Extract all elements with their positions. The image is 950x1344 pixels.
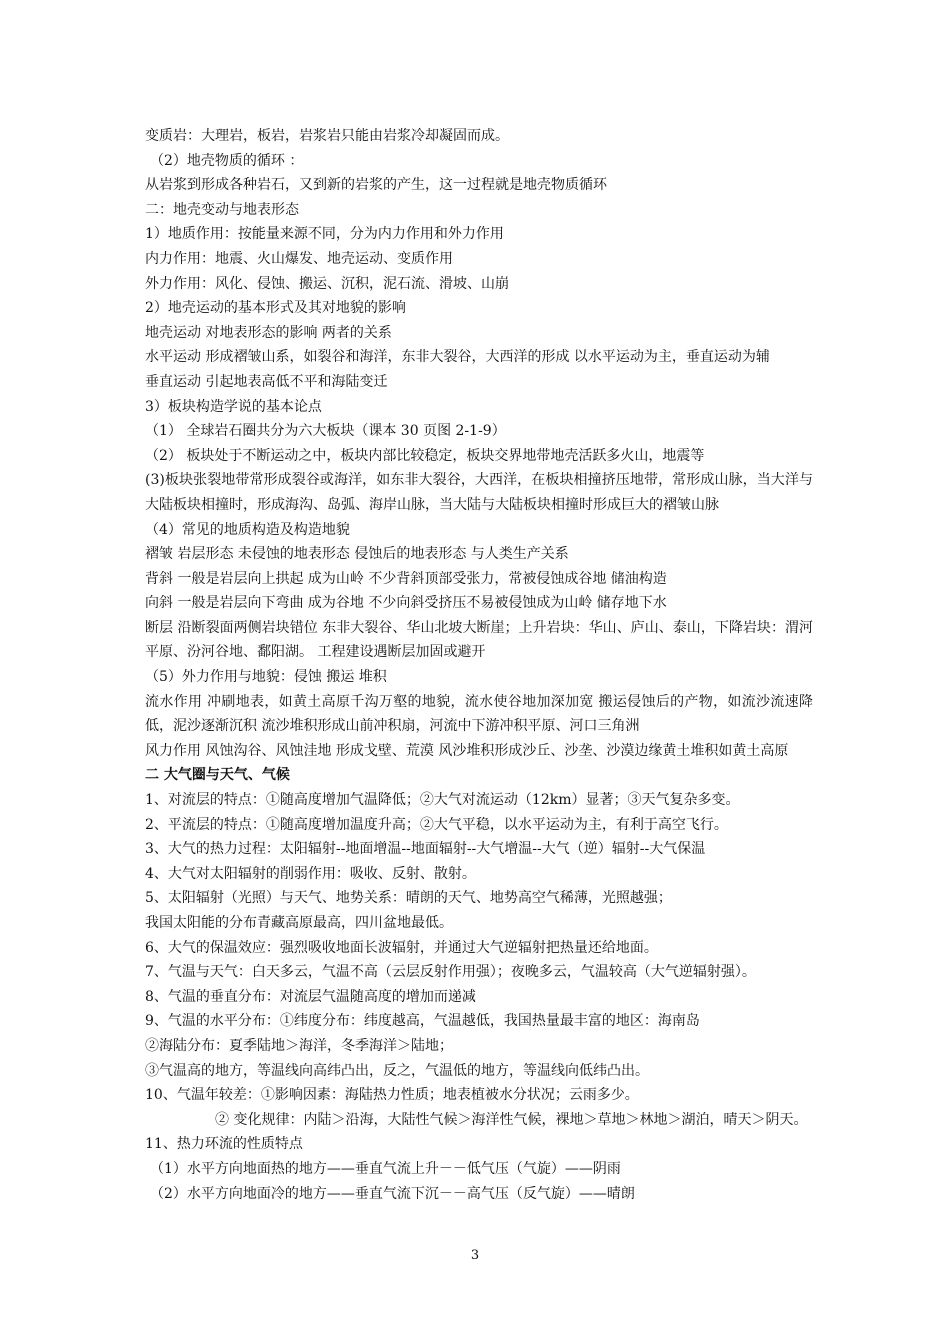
text-line: 3）板块构造学说的基本论点 bbox=[145, 398, 322, 415]
text-line: 2）地壳运动的基本形式及其对地貌的影响 bbox=[145, 300, 406, 317]
text-line: 我国太阳能的分布青藏高原最高，四川盆地最低。 bbox=[145, 915, 453, 931]
text-line: （5）外力作用与地貌：侵蚀 搬运 堆积 bbox=[145, 669, 387, 686]
text-line: 水平运动 形成褶皱山系，如裂谷和海洋，东非大裂谷，大西洋的形成 以水平运动为主，垂直运动为辅 bbox=[145, 349, 770, 366]
text-line: ②海陆分布：夏季陆地＞海洋，冬季海洋＞陆地； bbox=[145, 1037, 453, 1054]
text-line: 6、大气的保温效应：强烈吸收地面长波辐射，并通过大气逆辐射把热量还给地面。 bbox=[145, 939, 658, 956]
text-line: 5、太阳辐射（光照）与天气、地势关系：晴朗的天气、地势高空气稀薄，光照越强； bbox=[145, 890, 672, 907]
text-line: 1）地质作用：按能量来源不同，分为内力作用和外力作用 bbox=[145, 226, 504, 243]
text-line: ③气温高的地方，等温线向高纬凸出，反之，气温低的地方，等温线向低纬凸出。 bbox=[145, 1062, 649, 1079]
text-line: （1） 全球岩石圈共分为六大板块（课本 30 页图 2-1-9） bbox=[145, 423, 506, 440]
text-line: 垂直运动 引起地表高低不平和海陆变迁 bbox=[145, 373, 388, 390]
section-heading: 二 大气圈与天气、气候 bbox=[145, 767, 290, 784]
text-line: 4、大气对太阳辐射的削弱作用：吸收、反射、散射。 bbox=[145, 865, 476, 882]
text-line: 背斜 一般是岩层向上拱起 成为山岭 不少背斜顶部受张力，常被侵蚀成谷地 储油构造 bbox=[145, 570, 667, 587]
text-line: 2、平流层的特点：①随高度增加温度升高；②大气平稳，以水平运动为主，有利于高空飞行。 bbox=[145, 816, 728, 833]
text-paragraph: (3)板块张裂地带常形成裂谷或海洋，如东非大裂谷，大西洋，在板块相撞挤压地带，常形成山脉，当大洋与大陆板块相撞时，形成海沟、岛弧、海岸山脉，当大陆与大陆板块相撞时形成巨大的褶皱山脉 bbox=[145, 472, 813, 513]
text-line: 地壳运动 对地表形态的影响 两者的关系 bbox=[145, 324, 392, 341]
text-line: （2）水平方向地面冷的地方——垂直气流下沉－－高气压（反气旋）——晴朗 bbox=[150, 1185, 635, 1202]
text-line: 8、气温的垂直分布：对流层气温随高度的增加而递减 bbox=[145, 988, 476, 1005]
text-line: ② 变化规律：内陆＞沿海，大陆性气候＞海洋性气候，裸地＞草地＞林地＞湖泊，晴天＞阴天。 bbox=[215, 1111, 808, 1128]
text-line: 1、对流层的特点：①随高度增加气温降低；②大气对流运动（12km）显著；③天气复杂多变。 bbox=[145, 792, 740, 809]
page-number: 3 bbox=[470, 1248, 480, 1263]
text-line: 变质岩：大理岩，板岩，岩浆岩只能由岩浆冷却凝固而成。 bbox=[145, 128, 509, 144]
text-line: （4）常见的地质构造及构造地貌 bbox=[145, 521, 350, 538]
text-line: （1）水平方向地面热的地方——垂直气流上升－－低气压（气旋）——阴雨 bbox=[150, 1160, 621, 1177]
text-line: 3、大气的热力过程：太阳辐射--地面增温--地面辐射--大气增温--大气（逆）辐射--大气保温 bbox=[145, 841, 706, 858]
text-line: 褶皱 岩层形态 未侵蚀的地表形态 侵蚀后的地表形态 与人类生产关系 bbox=[145, 546, 569, 563]
text-line: 9、气温的水平分布：①纬度分布：纬度越高，气温越低，我国热量最丰富的地区：海南岛 bbox=[145, 1013, 700, 1030]
text-line: 内力作用：地震、火山爆发、地壳运动、变质作用 bbox=[145, 250, 453, 267]
text-line: 从岩浆到形成各种岩石，又到新的岩浆的产生，这一过程就是地壳物质循环 bbox=[145, 177, 607, 194]
text-line: 风力作用 风蚀沟谷、风蚀洼地 形成戈壁、荒漠 风沙堆积形成沙丘、沙垄、沙漠边缘黄土堆积如黄土高原 bbox=[145, 742, 789, 759]
text-paragraph: 流水作用 冲刷地表，如黄土高原千沟万壑的地貌，流水使谷地加深加宽 搬运侵蚀后的产物，如流沙流速降低，泥沙逐渐沉积 流沙堆积形成山前冲积扇，河流中下游冲积平原、河口三角洲 bbox=[145, 693, 813, 735]
text-line: 外力作用：风化、侵蚀、搬运、沉积，泥石流、滑坡、山崩 bbox=[145, 275, 509, 292]
text-line: 向斜 一般是岩层向下弯曲 成为谷地 不少向斜受挤压不易被侵蚀成为山岭 储存地下水 bbox=[145, 595, 667, 612]
section-heading: 二：地壳变动与地表形态 bbox=[145, 201, 299, 218]
text-paragraph: 断层 沿断裂面两侧岩块错位 东非大裂谷、华山北坡大断崖；上升岩块：华山、庐山、泰山，下降岩块：渭河平原、汾河谷地、鄱阳湖。 工程建设遇断层加固或避开 bbox=[145, 619, 813, 661]
document-body bbox=[145, 124, 813, 1206]
text-line: 10、气温年较差：①影响因素：海陆热力性质；地表植被水分状况；云雨多少。 bbox=[145, 1087, 639, 1104]
text-line: （2）地壳物质的循环 ： bbox=[150, 152, 304, 169]
text-line: 11、热力环流的性质特点 bbox=[145, 1136, 303, 1153]
text-line: 7、气温与天气：白天多云，气温不高（云层反射作用强）；夜晚多云，气温较高（大气逆辐射强）。 bbox=[145, 964, 756, 981]
text-line: （2） 板块处于不断运动之中，板块内部比较稳定，板块交界地带地壳活跃多火山，地震等 bbox=[145, 447, 705, 464]
